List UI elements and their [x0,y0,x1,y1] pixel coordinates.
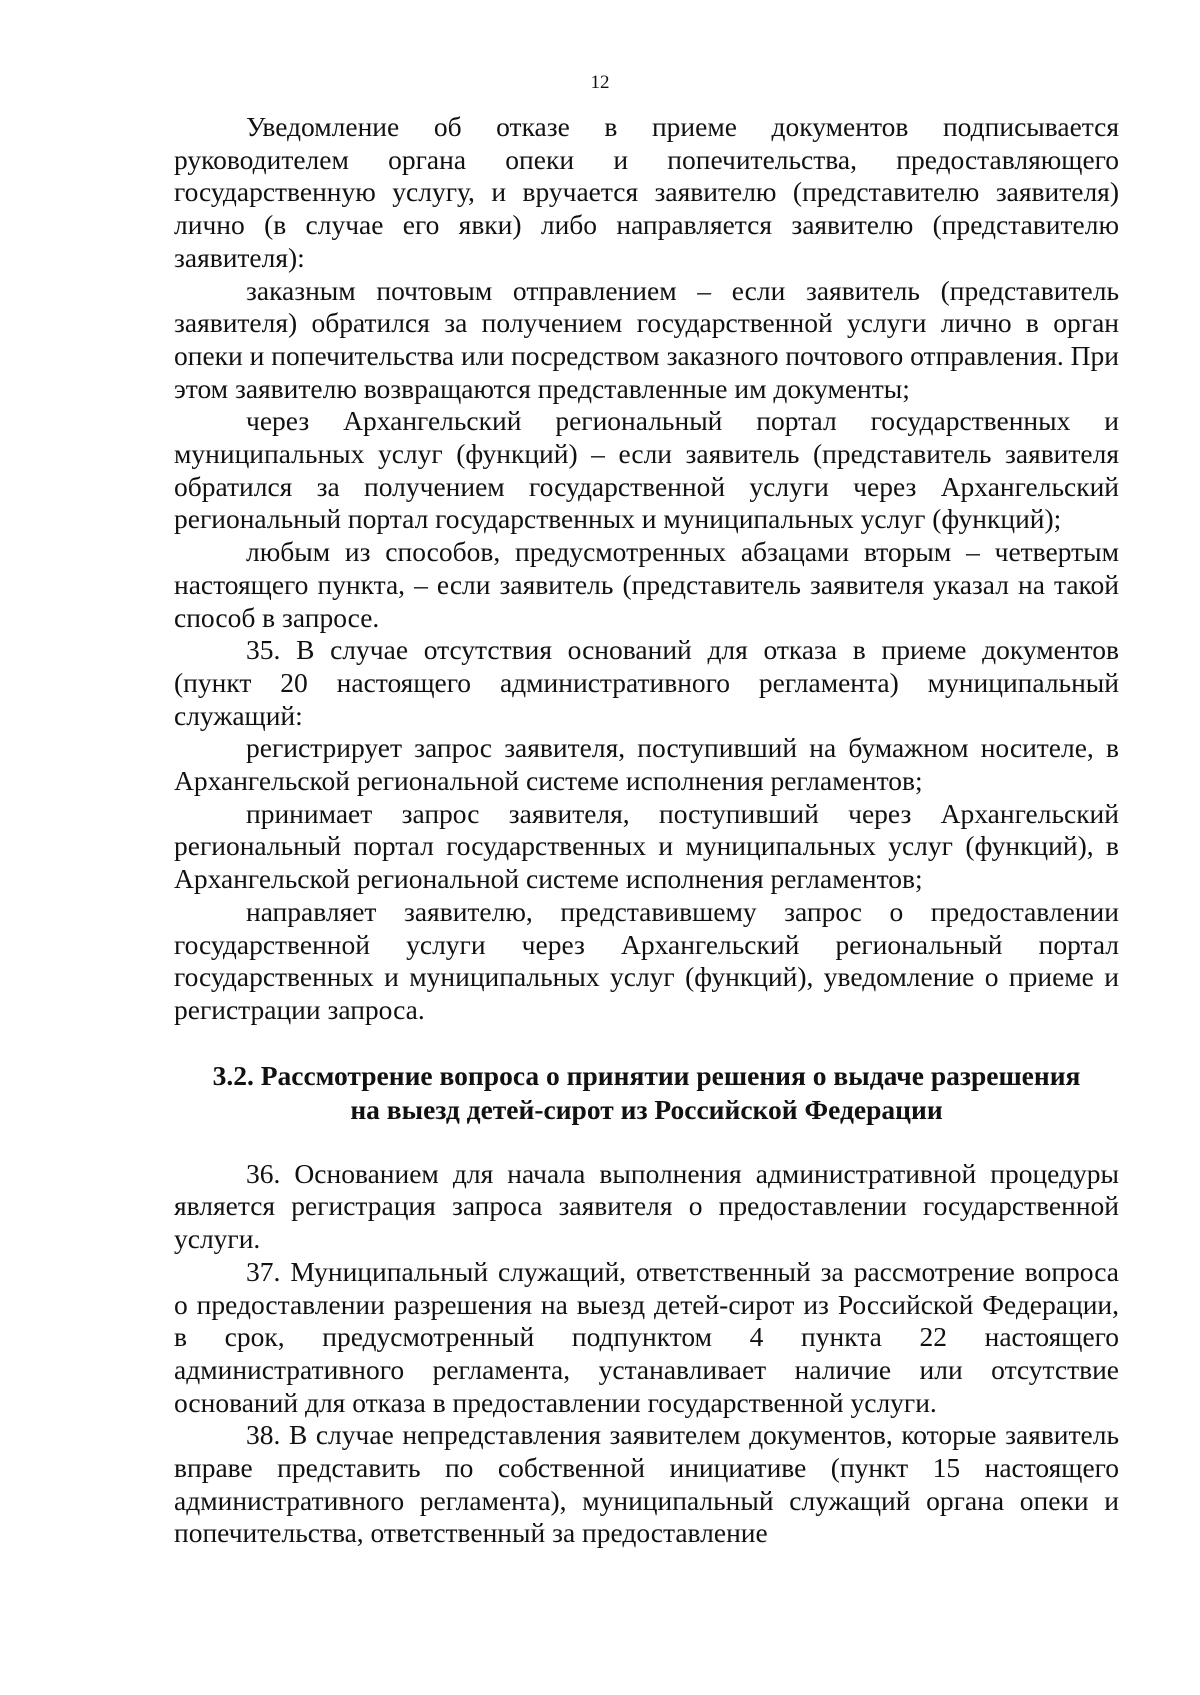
paragraph-item-35: 35. В случае отсутствия оснований для отказа в приеме документов (пункт 20 настоящего административного регламента) муниципальный служащий: [174,634,1119,731]
paragraph-item-36: 36. Основанием для начала выполнения административной процедуры является регистрация запроса заявителя о предоставлении государственной услуги. [174,1157,1119,1255]
paragraph: регистрирует запрос заявителя, поступивший на бумажном носителе, в Архангельской региональной системе исполнения регламентов; [174,732,1119,797]
document-body [174,111,1119,1550]
paragraph: заказным почтовым отправлением – если заявитель (представитель заявителя) обратился за получением государственной услуги лично в орган опеки и попечительства или посредством заказного почтового отправления. При этом заявителю возвращаются представленные им документы; [174,274,1119,404]
paragraph: через Архангельский региональный портал государственных и муниципальных услуг (функций) – если заявитель (представитель заявителя обратился за получением государственной услуги через Архангельский региональный портал государственных и муниципальных услуг (функций); [174,405,1119,535]
section-heading [174,1059,1119,1127]
paragraph: принимает запрос заявителя, поступивший через Архангельский региональный портал государственных и муниципальных услуг (функций), в Архангельской региональной системе исполнения регламентов; [174,797,1119,895]
paragraph-item-38: 38. В случае непредставления заявителем документов, которые заявитель вправе представить по собственной инициативе (пункт 15 настоящего административного регламента), муниципальный служащий органа опеки и попечительства, ответственный за предоставление [174,1419,1119,1549]
paragraph: любым из способов, предусмотренных абзацами вторым – четвертым настоящего пункта, – если заявитель (представитель заявителя указал на такой способ в запросе. [174,536,1119,633]
paragraph: направляет заявителю, представившему запрос о предоставлении государственной услуги через Архангельский региональный портал государственных и муниципальных услуг (функций), уведомление о приеме и регистрации запроса. [174,895,1119,1025]
paragraph: Уведомление об отказе в приеме документов подписывается руководителем органа опеки и попечительства, предоставляющего государственную услугу, и вручается заявителю (представителю заявителя) лично (в случае его явки) либо направляется заявителю (представителю заявителя): [174,111,1119,273]
page-number: 12 [590,72,610,93]
section-heading-line-1: 3.2. Рассмотрение вопроса о принятии решения о выдаче разрешения [212,1059,1081,1091]
section-heading-line-2: на выезд детей-сирот из Российской Федерации [350,1093,943,1125]
paragraph-item-37: 37. Муниципальный служащий, ответственный за рассмотрение вопроса о предоставлении разрешения на выезд детей-сирот из Российской Федерации, в срок, предусмотренный подпунктом 4 пункта 22 настоящего административного регламента, устанавливает наличие или отсутствие оснований для отказа в предоставлении государственной услуги. [174,1255,1119,1418]
